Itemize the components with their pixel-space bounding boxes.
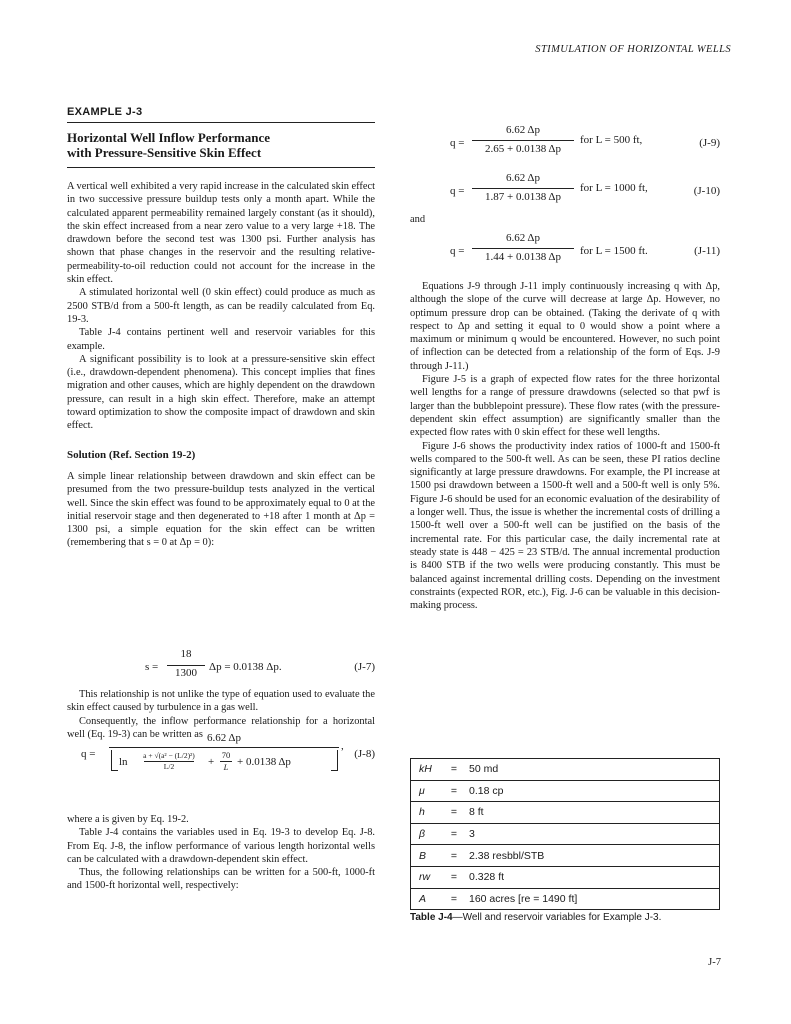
variable-symbol: μ: [419, 784, 425, 797]
left-column-upper: [67, 180, 375, 550]
table-row: rw = 0.328 ft: [411, 867, 719, 889]
variable-value: 0.18 cp: [469, 784, 504, 797]
paragraph: where a is given by Eq. 19-2.: [67, 814, 189, 825]
right-column-text: [410, 280, 720, 612]
example-rule-bottom: [67, 167, 375, 168]
variable-value: 50 md: [469, 763, 499, 776]
example-rule-top: [67, 122, 375, 123]
paragraph: Equations J-9 through J-11 imply continuously increasing q with Δp, although the slope of the curve will decrease at large Δp. However, no optimum pressure drop can be obtained. (Taking the derivate of q with respect to Δp and setting it equal to 0 would show a point where a maximum or minimum q would be encountered. However, no such point of inflection can be detected from a relationship of the form of Eqs. J-9 through J-11.): [410, 281, 720, 372]
variable-value: 160 acres [re = 1490 ft]: [469, 892, 578, 905]
example-title: [67, 130, 367, 160]
variable-value: 8 ft: [469, 806, 484, 819]
variable-symbol: A: [419, 892, 427, 905]
table-row: kH = 50 md: [411, 759, 719, 781]
and-word: and: [410, 214, 426, 225]
variable-value: 2.38 resbbl/STB: [469, 849, 545, 862]
equation-j8: q = 6.62 Δp ln a + √(a² − (L/2)²) L/2 + 70 L + 0.0138 Δp , (J-8): [81, 732, 375, 772]
equation-j10: q = 6.62 Δp 1.87 + 0.0138 Δp for L = 1000 ft, (J-10): [450, 172, 720, 203]
variable-symbol: rw: [419, 871, 431, 884]
table-row: A = 160 acres [re = 1490 ft]: [411, 889, 719, 910]
example-label: EXAMPLE J-3: [67, 106, 143, 118]
variable-symbol: kH: [419, 763, 432, 776]
variables-table: [410, 758, 720, 910]
table-row: B = 2.38 resbbl/STB: [411, 845, 719, 867]
variable-symbol: B: [419, 849, 427, 862]
paragraph: Consequently, the inflow performance relationship for a horizontal well (Eq. 19-3) can be written as: [67, 715, 375, 740]
page-number: J-7: [708, 957, 721, 968]
table-caption-text: —Well and reservoir variables for Example J-3.: [452, 912, 662, 923]
paragraph: A stimulated horizontal well (0 skin effect) could produce as much as 2500 STB/d from a 500-ft length, as can be readily calculated from Eq. 19-3.: [67, 287, 375, 325]
variable-value: 3: [469, 828, 475, 841]
paragraph: Table J-4 contains the variables used in Eq. 19-3 to develop Eq. J-8. From Eq. J-8, the inflow performance of various length horizontal wells can be calculated with a drawdown-dependent skin effect.: [67, 827, 375, 865]
table-caption: [410, 912, 661, 923]
paragraph: This relationship is not unlike the type of equation used to evaluate the skin effect caused by turbulence in a gas well.: [67, 689, 375, 714]
running-header: STIMULATION OF HORIZONTAL WELLS: [535, 44, 731, 55]
paragraph: A significant possibility is to look at a pressure-sensitive skin effect (i.e., drawdown-dependent phenomena). This concept implies that fines migration and other causes, which are highly dependent on the drawdown pressure, can result in a high skin effect. Therefore, make an attempt toward optimization to show the composite impact of drawdown and skin effect.: [67, 353, 375, 432]
solution-heading: Solution (Ref. Section 19-2): [67, 448, 196, 461]
table-caption-label: Table J-4: [410, 912, 453, 923]
paragraph: Figure J-5 is a graph of expected flow rates for the three horizontal well lengths for a range of pressure drawdowns (selected so that pwf is larger than the bubblepoint pressure). These flow rates (with the pressure-dependent skin effect assumption) are significantly smaller than the expected flow rates with 0 skin effect for these well lengths.: [410, 374, 720, 439]
equation-j11: q = 6.62 Δp 1.44 + 0.0138 Δp for L = 1500 ft. (J-11): [450, 232, 720, 263]
paragraph: A simple linear relationship between drawdown and skin effect can be presumed from the two pressure-buildup tests analyzed in the vertical well. Since the skin effect was found to be approximately equal to 0 at the initial reservoir stage and then degenerated to +18 after 1 month at Δp = 1300 psi, a simple equation for the skin effect can be written (remembering that s = 0 at Δp = 0):: [67, 470, 375, 549]
paragraph: A vertical well exhibited a very rapid increase in the calculated skin effect in two successive pressure buildup tests only a month apart. While the calculated apparent permeability remained largely constant (as it should), the skin effect increased from a near zero value to a very large +18. The drawdown before the second test was 1300 psi. Further analysis has shown that phase changes in the reservoir and the resulting relative-permeability-to-oil reduction could not account for the increase in the skin effect.: [67, 181, 375, 286]
equation-j7: s = 18 1300 Δp = 0.0138 Δp. (J-7): [145, 648, 375, 679]
table-row: β = 3: [411, 824, 719, 846]
equation-j9: q = 6.62 Δp 2.65 + 0.0138 Δp for L = 500 ft, (J-9): [450, 124, 720, 155]
variable-symbol: h: [419, 806, 425, 819]
left-column-lower: [67, 813, 375, 893]
example-title-line2: with Pressure-Sensitive Skin Effect: [67, 145, 262, 160]
variable-value: 0.328 ft: [469, 871, 505, 884]
paragraph: Figure J-6 shows the productivity index ratios of 1000-ft and 1500-ft wells compared to the 500-ft well. As can be seen, these PI ratios decline significantly at large pressure drawdowns. For example, the PI increase at 1500 psi drawdown between a 1500-ft well and a 500-ft well is only 5%. Figure J-6 should be used for an economic evaluation of the desirability of a longer well. Thus, the issue is whether the incremental costs of drilling a 1500-ft well over a 500-ft well can be justified on the basis of the incremental rate. For this particular case, the daily incremental rate at steady state is 448 − 425 = 23 STB/d. The annual incremental production is 8400 STB if the two wells were producing constantly. This must be balanced against incremental drilling costs. Depending on the investment constraints (expected ROR, etc.), Fig. J-6 can be valuable in this decision-making process.: [410, 440, 720, 612]
variable-symbol: β: [419, 828, 425, 841]
table-row: μ = 0.18 cp: [411, 781, 719, 803]
paragraph: Table J-4 contains pertinent well and reservoir variables for this example.: [67, 327, 375, 352]
paragraph: Thus, the following relationships can be written for a 500-ft, 1000-ft and 1500-ft horizontal well, respectively:: [67, 867, 375, 892]
example-title-line1: Horizontal Well Inflow Performance: [67, 130, 271, 145]
table-row: h = 8 ft: [411, 802, 719, 824]
